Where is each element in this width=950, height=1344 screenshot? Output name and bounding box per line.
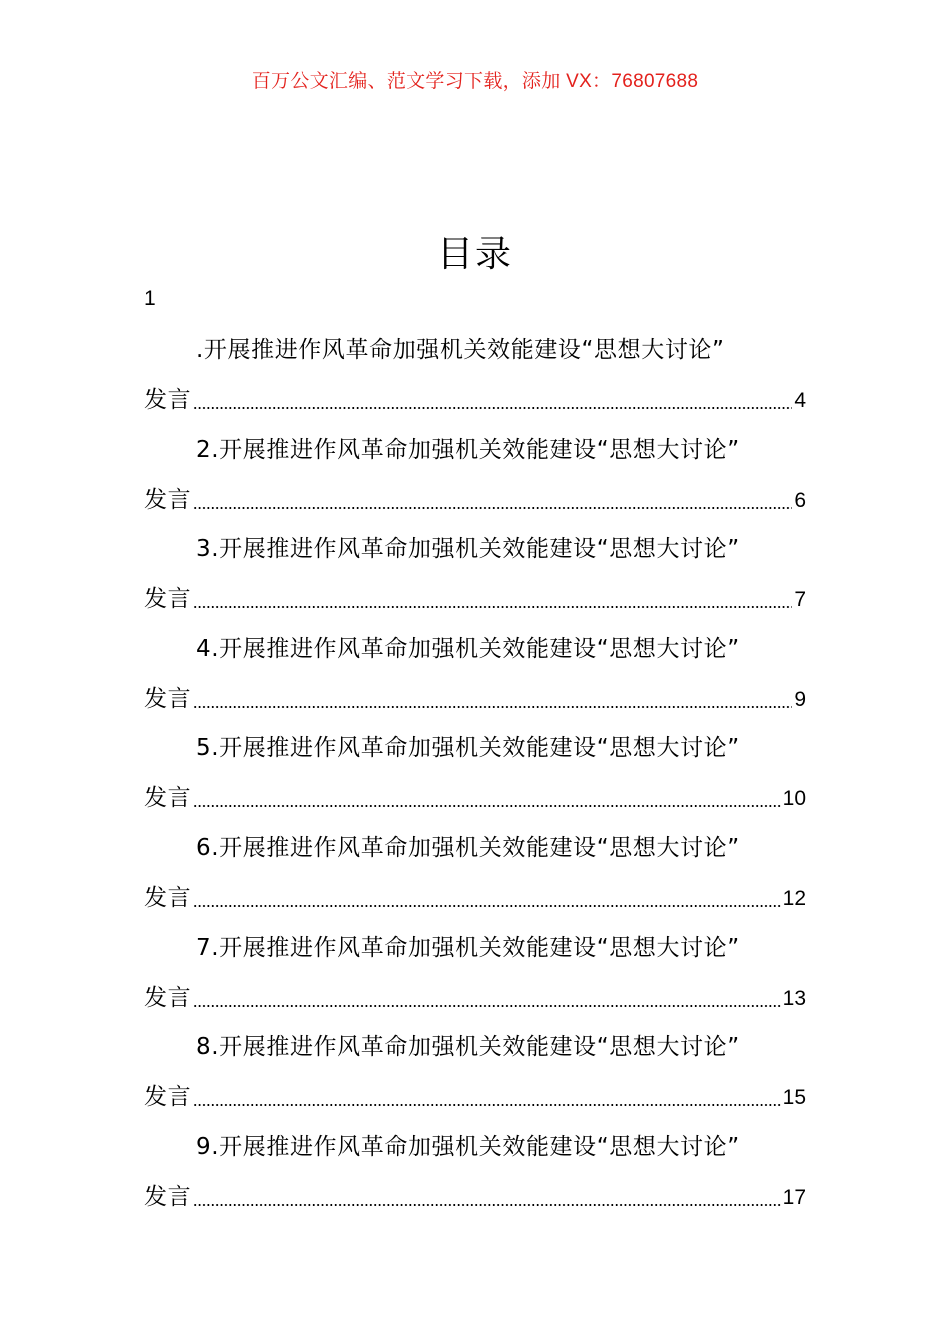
toc-entry[interactable] [144,1125,806,1225]
toc-entry-title: 3.开展推进作风革命加强机关效能建设“思想大讨论” [196,536,740,563]
toc-page-number: 13 [782,986,806,1010]
toc-entry[interactable] [144,826,806,926]
toc-entry-tail: 发言 [144,685,192,712]
toc-entry-title: 9.开展推进作风革命加强机关效能建设“思想大讨论” [196,1133,740,1160]
toc-entry[interactable] [144,926,806,1026]
toc-entry-tail: 发言 [144,785,192,812]
toc-page-number: 7 [794,588,806,612]
toc-entry-title: 2.开展推进作风革命加强机关效能建设“思想大讨论” [196,436,740,463]
header-watermark-note: 百万公文汇编、范文学习下载，添加 VX：76807688 [251,71,699,92]
toc-entry[interactable] [144,328,806,428]
toc-entry[interactable] [144,627,806,727]
toc-dot-leader [193,407,792,409]
toc-dot-leader [193,905,780,907]
toc-entry[interactable] [144,726,806,826]
toc-entry[interactable] [144,1025,806,1125]
toc-dot-leader [193,1005,780,1007]
toc-entry-continuation [144,478,806,522]
toc-entry-tail: 发言 [144,984,192,1011]
toc-dot-leader [193,1204,780,1206]
toc-entry-title: .开展推进作风革命加强机关效能建设“思想大讨论” [196,337,725,363]
toc-list [144,328,806,1224]
toc-entry-tail: 发言 [144,486,192,513]
toc-page-number: 9 [794,687,806,711]
toc-entry-tail: 发言 [144,1183,192,1210]
toc-entry-title: 8.开展推进作风革命加强机关效能建设“思想大讨论” [196,1034,740,1061]
toc-entry-title: 6.开展推进作风革命加强机关效能建设“思想大讨论” [196,834,740,861]
toc-entry-continuation [144,1175,806,1219]
toc-first-number: 1 [144,287,156,310]
toc-entry-continuation [144,577,806,621]
toc-title: 目录 [436,234,513,275]
toc-dot-leader [193,1104,780,1106]
toc-page-number: 17 [782,1185,806,1209]
toc-entry-title: 7.开展推进作风革命加强机关效能建设“思想大讨论” [196,934,740,961]
toc-entry[interactable] [144,428,806,528]
toc-page-number: 6 [794,488,806,512]
toc-entry-continuation [144,776,806,820]
toc-entry-tail: 发言 [144,387,192,413]
toc-entry-continuation [144,677,806,721]
toc-entry-continuation [144,876,806,920]
toc-entry-tail: 发言 [144,1084,192,1111]
toc-entry-continuation [144,1075,806,1119]
toc-entry-continuation [144,976,806,1020]
toc-page-number: 12 [782,886,806,910]
toc-page-number: 15 [782,1086,806,1110]
toc-entry-tail: 发言 [144,586,192,613]
toc-entry-continuation [144,378,806,422]
toc-entry-title: 4.开展推进作风革命加强机关效能建设“思想大讨论” [196,635,740,662]
toc-page-number: 4 [794,389,806,412]
toc-page-number: 10 [782,787,806,811]
toc-entry[interactable] [144,527,806,627]
toc-dot-leader [193,706,792,708]
toc-dot-leader [193,507,792,509]
toc-dot-leader [193,805,780,807]
toc-entry-title: 5.开展推进作风革命加强机关效能建设“思想大讨论” [196,735,740,762]
toc-dot-leader [193,606,792,608]
toc-entry-tail: 发言 [144,884,192,911]
